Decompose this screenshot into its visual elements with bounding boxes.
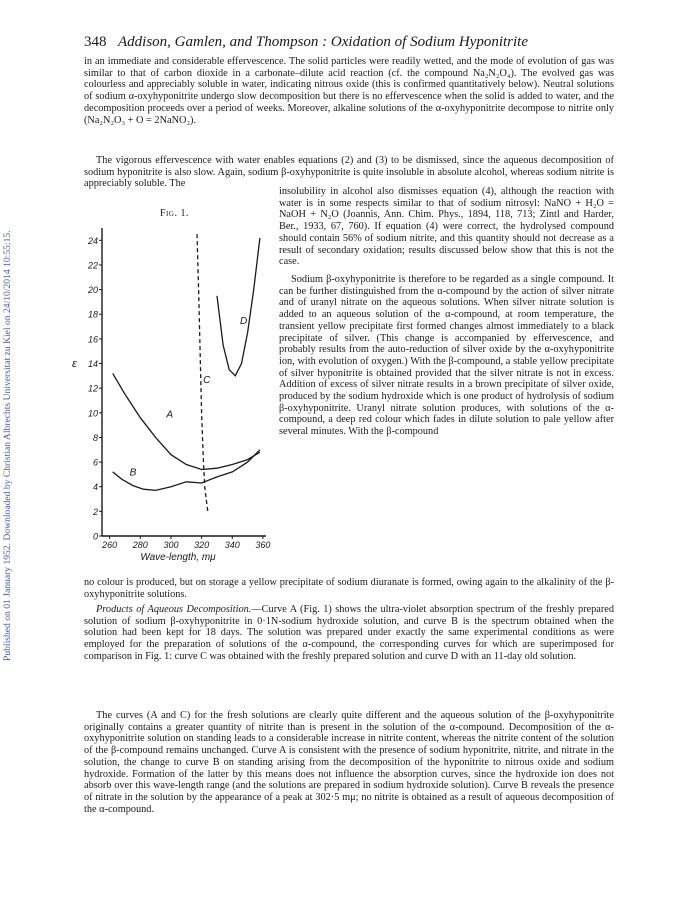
paragraph-2: The vigorous effervescence with water enables equations (2) and (3) to be dismissed, since the aqueous decomposition of sodium hyponitrite is also slow. Again, sodium β-oxyhyponitrite is quite insoluble in absolute alcohol, whereas sodium nitrite is appreciably soluble. The: [84, 155, 614, 190]
x-tick-label: 280: [132, 540, 148, 550]
absorption-chart: [72, 220, 274, 565]
y-tick-label: 16: [87, 334, 98, 345]
curve-d: [217, 238, 260, 376]
curve-label-c: C: [203, 375, 211, 387]
paragraph-6: [84, 604, 614, 663]
y-tick-label: 10: [87, 408, 98, 419]
paragraph-3: insolubility in alcohol also dismisses equation (4), although the reaction with water is in some respects similar to that of sodium nitrosyl: NaNO + H₂O = NaOH + N₂O (Joannis, Ann. Chim. Phys., 1894, 118, 713; Zintl and Harder, Ber., 1933, 67, 760). If equation (4) were correct, the hydrolysed compound should contain 56% of sodium nitrite, and this quantity should not decrease as a result of secondary oxidation; results discussed below show that this is not the case.: [279, 186, 614, 268]
x-tick-label: 340: [224, 540, 240, 550]
y-tick-label: 0: [92, 531, 98, 542]
x-tick-label: 320: [194, 540, 210, 550]
page-number: 348: [84, 34, 107, 50]
x-tick-label: 300: [163, 540, 179, 550]
y-tick-label: 18: [87, 309, 98, 320]
y-tick-label: 4: [92, 482, 98, 493]
y-tick-label: 12: [87, 383, 98, 394]
curve-label-b: B: [129, 467, 137, 479]
paragraph-1: in an immediate and considerable effervescence. The solid particles were readily wetted, and the mode of evolution of gas was similar to that of carbon dioxide in a carbonate–dilute acid reaction (cf. the compound Na₂N₂O₄). The evolved gas was colourless and appreciably soluble in water, indicating nitrous oxide (this is confirmed quantitatively below). Neutral solutions of sodium α-oxyhyponitrite undergo slow decomposition but there is no effervescence when the solid is added to water, and the decomposition proceeds over a period of weeks. Moreover, alkaline solutions of the α-oxyhyponitrite decompose to nitrite only (Na₂N₂O₃ + O = 2NaNO₂).: [84, 56, 614, 126]
publication-stamp: Published on 01 January 1952. Downloaded by Christian Albrechts Universitat zu Kiel on 24/10/2014 10:55:15.: [2, 230, 13, 662]
y-tick-label: 20: [87, 285, 98, 296]
y-tick-label: 8: [92, 432, 98, 443]
figure-1: [72, 220, 274, 565]
curve-a: [113, 373, 260, 469]
paragraph-4: Sodium β-oxyhyponitrite is therefore to be regarded as a single compound. It can be further distinguished from the α-compound by the action of silver nitrate and of uranyl nitrate on the aqueous solutions. When silver nitrate solution is added to an aqueous solution of the α-compound, at room temperature, the transient yellow precipitate first formed changes almost immediately to a black precipitate of silver. (This change is accompanied by effervescence, and probably results from the auto-reduction of silver oxide by the α-oxyhyponitrite ion, with evolution of oxygen.) With the β-compound, a stable yellow precipitate of silver hyponitrite is obtained provided that the silver nitrate is not in excess. Addition of excess of silver nitrate results in a brown precipitate of silver oxide, produced by the sodium hydroxide which is one product of hydrolysis of sodium β-oxyhyponitrite. Uranyl nitrate solution produces, with solutions of the α-compound, a deep red colour which fades in dilute solution to pale yellow after several minutes. With the β-compound: [279, 274, 614, 438]
page-header: [84, 34, 614, 54]
y-tick-label: 2: [92, 506, 98, 517]
section-heading: Products of Aqueous Decomposition.: [96, 604, 252, 615]
running-title: Addison, Gamlen, and Thompson : Oxidation of Sodium Hyponitrite: [118, 34, 528, 50]
y-axis-label: ε: [72, 358, 77, 371]
y-tick-label: 14: [87, 359, 98, 370]
figure-caption: Fig. 1.: [160, 208, 189, 219]
curve-label-a: A: [166, 409, 174, 421]
paragraph-5: no colour is produced, but on storage a yellow precipitate of sodium diuranate is formed, owing again to the alkalinity of the β-oxyhyponitrite solutions.: [84, 577, 614, 600]
paragraph-6-body: —Curve A (Fig. 1) shows the ultra-violet absorption spectrum of the freshly prepared solution of sodium β-oxyhyponitrite in 0·1N-sodium hydroxide solution, and curve B is the spectrum obtained when the solution had been kept for 18 days. The solution was prepared under exactly the same experimental conditions as were employed for the preparation of solutions of the α-compound, the corresponding curves for which are superimposed for comparison in Fig. 1: curve C was obtained with the freshly prepared solution and curve D with an 11-day old solution.: [84, 604, 614, 662]
x-tick-label: 360: [255, 540, 271, 550]
y-tick-label: 6: [92, 457, 98, 468]
y-tick-label: 24: [87, 235, 98, 246]
y-tick-label: 22: [87, 260, 98, 271]
x-tick-label: 260: [102, 540, 118, 550]
curve-label-d: D: [239, 316, 248, 328]
x-axis-label: Wave-length, mμ: [140, 552, 216, 563]
paragraph-7: The curves (A and C) for the fresh solutions are clearly quite different and the aqueous solution of the β-oxyhyponitrite originally contains a greater quantity of nitrite than is present in the solution of the α-compound. Decomposition of the α-oxyhyponitrite solution on standing leads to a considerable increase in nitrite content, whereas the nitrite content of the solution of the β-compound remains unchanged. Curve A is consistent with the presence of sodium hyponitrite, nitrite, and nitrate in the solution, the change to curve B on standing arising from the decomposition of the hyponitrite to nitrous oxide and sodium hydroxide. Formation of the latter by this means does not influence the absorption curves, since the hydroxide ion does not absorb over this wave-length range (and the solutions are prepared in sodium hydroxide solution). Curve B reveals the presence of nitrate in the solution by the appearance of a peak at 302·5 mμ; no nitrite is obtained as a result of aqueous decomposition of the α-compound.: [84, 710, 614, 815]
